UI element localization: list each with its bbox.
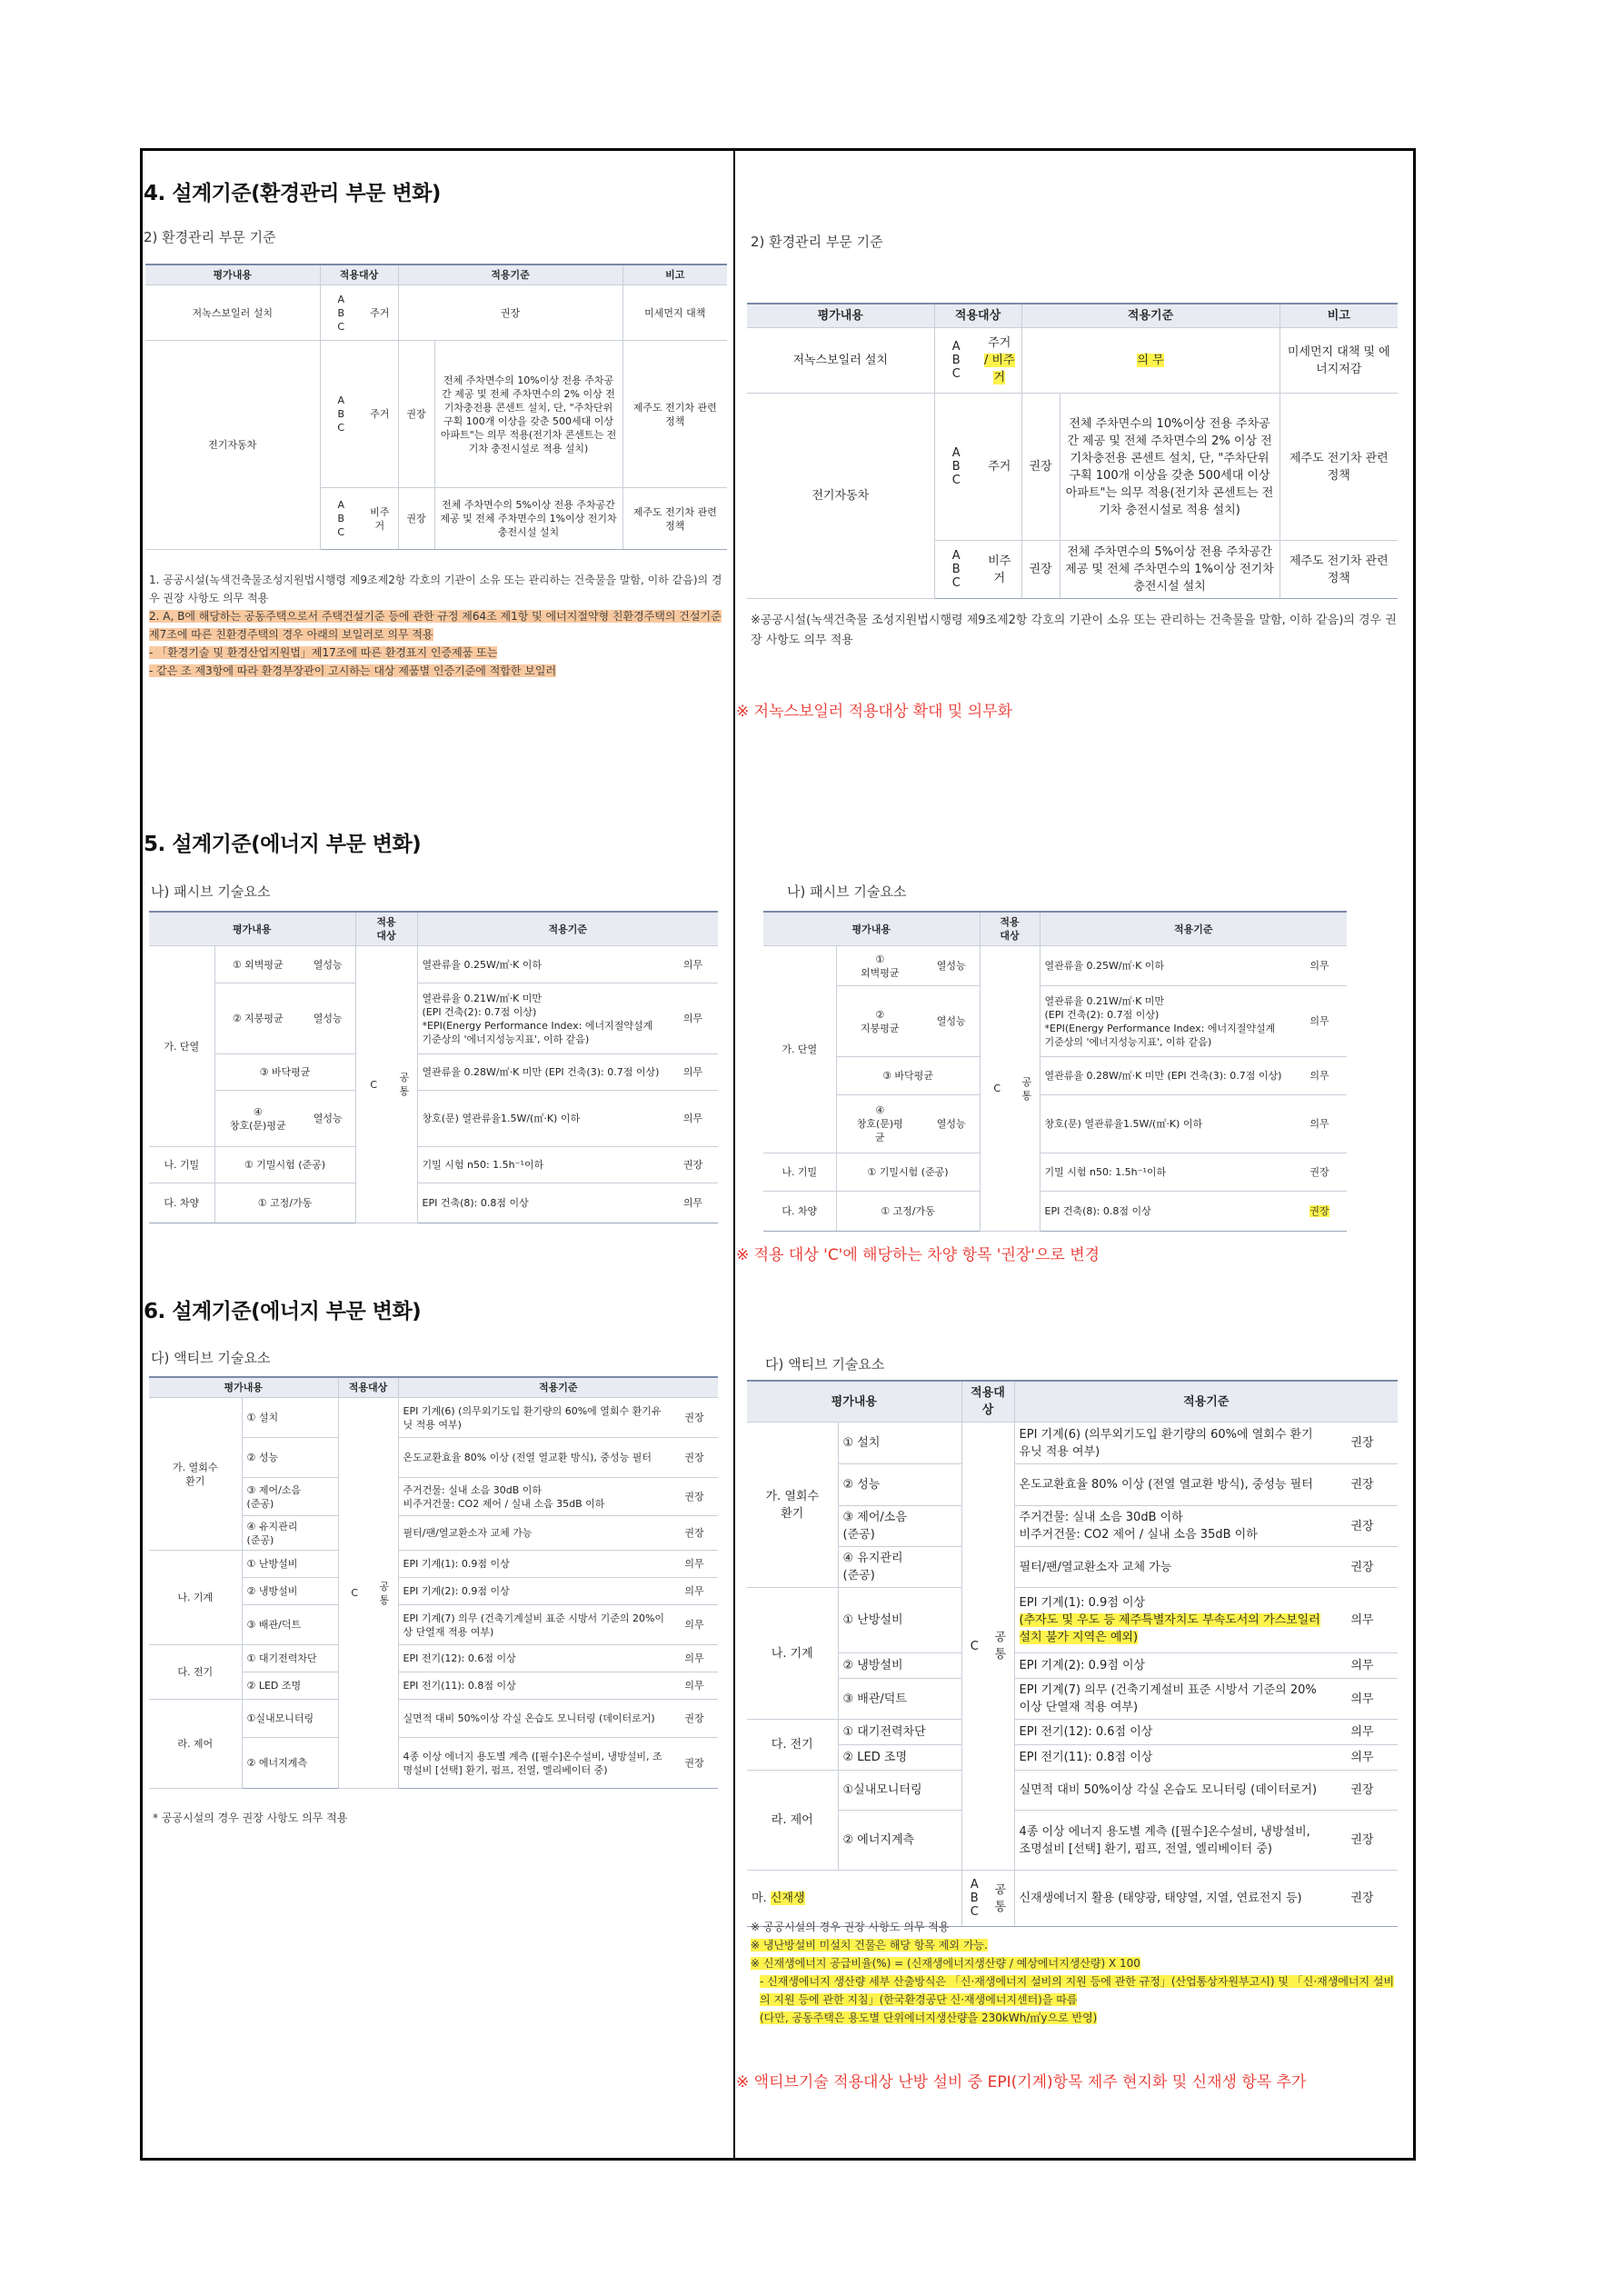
table-row — [763, 1057, 1347, 1095]
section-5-subtitle-right: 나) 패시브 기술요소 — [787, 883, 907, 900]
shade-level-highlight: 권장 — [1309, 1205, 1329, 1217]
group-label: 가. 열회수 환기 — [149, 1398, 242, 1551]
header-criteria: 적용기준 — [1021, 304, 1279, 328]
criteria-cell: 실면적 대비 50%이상 각실 온습도 모니터링 (데이터로거) — [1014, 1771, 1327, 1811]
group-label: 다. 차양 — [149, 1183, 214, 1223]
table-row — [145, 341, 727, 488]
target-common: 공 통 — [987, 1871, 1014, 1927]
renew-prefix: 마. — [752, 1892, 771, 1905]
level-cell: 권장 — [671, 1478, 718, 1516]
table-row — [747, 1588, 1398, 1653]
criteria-cell: EPI 건축(8): 0.8점 이상 — [417, 1183, 668, 1223]
level-cell: 권장 — [671, 1738, 718, 1789]
header-eval: 평가내용 — [763, 912, 980, 946]
level-cell: 권장 — [671, 1516, 718, 1551]
level-cell: 의무 — [1327, 1588, 1398, 1653]
group-label: 라. 제어 — [747, 1771, 838, 1871]
criteria-cell: 권장 — [398, 285, 622, 341]
item-label: ④ 유지관리 (준공) — [242, 1516, 338, 1551]
section-4-subtitle-right: 2) 환경관리 부문 기준 — [751, 234, 883, 250]
level-cell: 의무 — [1292, 1095, 1347, 1153]
abc-cell: A B C — [320, 341, 362, 488]
header-target: 적용 대상 — [980, 912, 1040, 946]
level-cell: 의무 — [1327, 1720, 1398, 1745]
section-5-subtitle-left: 나) 패시브 기술요소 — [151, 883, 271, 900]
header-target: 적용대상 — [320, 265, 398, 285]
level-cell: 의무 — [671, 1672, 718, 1700]
table-header-row — [747, 1381, 1398, 1423]
group-label: 라. 제어 — [149, 1700, 242, 1789]
criteria-cell: 창호(문) 열관류율1.5W/(㎡·K) 이하 — [1040, 1095, 1292, 1153]
note-line: 1. 공공시설(녹색건축물조성지원법시행령 제9조제2항 각호의 기관이 소유 또는 관리하는 건축물을 말함, 이하 같음)의 경우 권장 사항도 의무 적용 — [149, 574, 722, 604]
item-kind: 열성능 — [301, 1091, 355, 1147]
level-cell: 의무 — [671, 1645, 718, 1672]
table-row — [149, 983, 718, 1054]
level-cell: 권장 — [1292, 1153, 1347, 1192]
level-cell: 의무 — [1292, 986, 1347, 1057]
item-label: ① 대기전력차단 — [838, 1720, 961, 1745]
target-c: C — [338, 1398, 371, 1789]
table-row — [149, 1054, 718, 1091]
level-cell: 권장 — [1327, 1464, 1398, 1506]
header-eval: 평가내용 — [747, 1381, 961, 1423]
item-label: ② 에너지계측 — [838, 1811, 961, 1871]
section-5-change-note: ※ 적용 대상 'C'에 해당하는 차양 항목 '권장'으로 변경 — [736, 1246, 1100, 1264]
row-label: 전기자동차 — [145, 341, 320, 550]
target-common: 공 통 — [987, 1423, 1014, 1871]
item-label: ①실내모니터링 — [242, 1700, 338, 1738]
criteria-cell: 전체 주차면수의 10%이상 전용 주차공간 제공 및 전체 주차면수의 2% 이상 전기차충전용 콘센트 설치, 단, "주차단위구획 100개 이상을 갖춘 500세대 이상 아파트"는 의무 적용(전기차 콘센트는 전기차 충전시설로 적용 설치) — [434, 341, 622, 488]
table-header-row — [149, 912, 718, 946]
section-6-subtitle-left: 다) 액티브 기술요소 — [151, 1350, 271, 1366]
criteria-cell: EPI 기계(2): 0.9점 이상 — [398, 1578, 671, 1605]
header-target: 적용대상 — [338, 1377, 398, 1398]
criteria-cell: 4종 이상 에너지 용도별 계측 ([필수]온수설비, 냉방설비, 조명설비 [선택] 환기, 펌프, 전열, 엘리베이터 중) — [398, 1738, 671, 1789]
criteria-cell: EPI 전기(11): 0.8점 이상 — [1014, 1745, 1327, 1771]
item-label: ③ 제어/소음 (준공) — [838, 1506, 961, 1547]
criteria-cell: EPI 건축(8): 0.8점 이상 — [1040, 1192, 1292, 1232]
item-label: ④ 창호(문)평 균 — [836, 1095, 923, 1153]
target-common: 공 통 — [371, 1398, 398, 1789]
group-label: 다. 전기 — [747, 1720, 838, 1771]
item-label: ③ 제어/소음 (준공) — [242, 1478, 338, 1516]
table-row — [747, 1506, 1398, 1547]
active-notes-new — [751, 1918, 1398, 2027]
criteria-cell: EPI 기계(2): 0.9점 이상 — [1014, 1653, 1327, 1679]
item-label: ① 외벽평균 — [214, 946, 301, 983]
target-cell: 비주거 — [978, 541, 1021, 599]
table-row — [747, 1720, 1398, 1745]
abc-cell: A B C — [961, 1871, 987, 1927]
group-label: 나. 기계 — [747, 1588, 838, 1720]
table-row — [747, 1547, 1398, 1588]
level-cell: 권장 — [1327, 1423, 1398, 1464]
target-cell: 주거 — [362, 341, 398, 488]
abc-cell: A B C — [320, 285, 362, 341]
table-row — [747, 328, 1398, 394]
item-label: ③ 바닥평균 — [836, 1057, 980, 1095]
level-cell: 의무 — [671, 1605, 718, 1645]
level-cell: 의무 — [668, 1054, 718, 1091]
level-cell: 의무 — [1327, 1653, 1398, 1679]
level-cell: 의무 — [1292, 1057, 1347, 1095]
criteria-cell: 필터/팬/열교환소자 교체 가능 — [1014, 1547, 1327, 1588]
criteria-cell: 기밀 시험 n50: 1.5h⁻¹이하 — [417, 1147, 668, 1183]
table-row — [747, 1811, 1398, 1871]
level-cell: 의무 — [668, 1091, 718, 1147]
note-cell: 제주도 전기차 관련 정책 — [622, 488, 727, 550]
header-target: 적용대상 — [961, 1381, 1014, 1423]
level-cell: 권장 — [1327, 1811, 1398, 1871]
level-cell: 권장 — [398, 488, 434, 550]
header-criteria: 적용기준 — [417, 912, 718, 946]
header-criteria: 적용기준 — [1014, 1381, 1398, 1423]
criteria-cell: 전체 주차면수의 5%이상 전용 주차공간 제공 및 전체 주차면수의 1%이상 전기차 충전시설 설치 — [434, 488, 622, 550]
level-cell: 권장 — [1021, 541, 1060, 599]
header-target: 적용대상 — [934, 304, 1021, 328]
item-label: ① 설치 — [838, 1423, 961, 1464]
item-label: ② 지붕평균 — [214, 983, 301, 1054]
level-cell: 권장 — [671, 1700, 718, 1738]
level-cell: 권장 — [1327, 1547, 1398, 1588]
active-table-new — [747, 1380, 1398, 1927]
criteria-cell: 전체 주차면수의 10%이상 전용 주차공간 제공 및 전체 주차면수의 2% 이상 전기차충전용 콘센트 설치, 단, "주차단위구획 100개 이상을 갖춘 500세대 이상 아파트"는 의무 적용(전기차 콘센트는 전기차 충전시설로 적용 설치) — [1060, 394, 1279, 541]
row-label: 저녹스보일러 설치 — [145, 285, 320, 341]
note-cell: 제주도 전기차 관련 정책 — [1279, 394, 1398, 541]
env-note-new: ※공공시설(녹색건축물 조성지원법시행령 제9조제2항 각호의 기관이 소유 또는 관리하는 건축물을 말함, 이하 같음)의 경우 권장 사항도 의무 적용 — [751, 614, 1397, 647]
item-label: ② 성능 — [242, 1438, 338, 1478]
header-eval: 평가내용 — [747, 304, 934, 328]
table-row — [149, 1700, 718, 1738]
level-cell: 의무 — [668, 1183, 718, 1223]
table-row — [149, 1147, 718, 1183]
item-label: ④ 유지관리 (준공) — [838, 1547, 961, 1588]
item-label: ② 냉방설비 — [838, 1653, 961, 1679]
item-label: ① 외벽평균 — [836, 946, 923, 986]
note-line-highlight: - 신재생에너지 생산량 세부 산출방식은 「신·재생에너지 설비의 지원 등에 관한 규정」(산업통상자원부고시) 및 「신·재생에너지 설비의 지원 등에 관한 지침」(한국환경공단 신·재생에너지센터)을 따름 — [760, 1975, 1395, 2006]
note-line-highlight: (다만, 공동주택은 용도별 단위에너지생산량을 230kWh/㎡y으로 반영) — [760, 2011, 1098, 2024]
criteria-cell: 열관류율 0.25W/㎡·K 이하 — [417, 946, 668, 983]
note-line-highlight: 2. A, B에 해당하는 공동주택으로서 주택건설기준 등에 관한 규정 제64조 제1항 및 에너지절약형 친환경주택의 건설기준 제7조에 따른 친환경주택의 경우 아래의 보일러로 의무 적용 — [149, 610, 722, 641]
item-label: ③ 바닥평균 — [214, 1054, 355, 1091]
level-cell: 의무 — [668, 946, 718, 983]
level-cell: 의무 — [671, 1551, 718, 1578]
criteria-cell: 열관류율 0.28W/㎡·K 미만 (EPI 건축(3): 0.7점 이상) — [1040, 1057, 1292, 1095]
level-cell: 의무 — [1327, 1745, 1398, 1771]
item-label: ①실내모니터링 — [838, 1771, 961, 1811]
table-row — [149, 1551, 718, 1578]
criteria-cell: 열관류율 0.28W/㎡·K 미만 (EPI 건축(3): 0.7점 이상) — [417, 1054, 668, 1091]
header-eval: 평가내용 — [149, 1377, 338, 1398]
target-cell — [978, 328, 1021, 394]
passive-table-old — [149, 911, 718, 1223]
note-cell: 미세먼지 대책 — [622, 285, 727, 341]
abc-cell: A B C — [934, 394, 978, 541]
criteria-cell: EPI 기계(7) 의무 (건축기계설비 표준 시방서 기준의 20%이상 단열재 적용 여부) — [1014, 1679, 1327, 1720]
section-4-change-note: ※ 저녹스보일러 적용대상 확대 및 의무화 — [736, 703, 1013, 721]
header-note: 비고 — [1279, 304, 1398, 328]
criteria-cell: 온도교환효율 80% 이상 (전열 열교환 방식), 중성능 필터 — [1014, 1464, 1327, 1506]
table-row — [747, 1423, 1398, 1464]
item-label: ① 기밀시험 (준공) — [214, 1147, 355, 1183]
item-label: ② 에너지계측 — [242, 1738, 338, 1789]
active-table-old — [149, 1376, 718, 1789]
note-line-highlight: - 같은 조 제3항에 따라 환경부장관이 고시하는 대상 제품별 인증기준에 적합한 보일러 — [149, 664, 557, 677]
item-label: ① 난방설비 — [838, 1588, 961, 1653]
criteria-cell: 열관류율 0.25W/㎡·K 이하 — [1040, 946, 1292, 986]
table-row — [747, 1745, 1398, 1771]
abc-cell: A B C — [934, 328, 978, 394]
header-eval: 평가내용 — [145, 265, 320, 285]
note-cell: 제주도 전기차 관련 정책 — [622, 341, 727, 488]
env-table-new — [747, 303, 1398, 599]
table-row — [763, 986, 1347, 1057]
group-label: 나. 기계 — [149, 1551, 242, 1645]
table-row — [747, 1464, 1398, 1506]
header-note: 비고 — [622, 265, 727, 285]
item-label: ① 설치 — [242, 1398, 338, 1438]
abc-cell: A B C — [934, 541, 978, 599]
row-label: 저녹스보일러 설치 — [747, 328, 934, 394]
active-note-old: * 공공시설의 경우 권장 사항도 의무 적용 — [153, 1812, 348, 1824]
header-criteria: 적용기준 — [398, 265, 622, 285]
criteria-cell: 필터/팬/열교환소자 교체 가능 — [398, 1516, 671, 1551]
level-cell: 권장 — [1327, 1871, 1398, 1927]
criteria-mandatory-highlight: 의 무 — [1137, 354, 1164, 367]
section-4-title: 4. 설계기준(환경관리 부문 변화) — [144, 182, 441, 205]
section-6-subtitle-right: 다) 액티브 기술요소 — [765, 1356, 885, 1373]
criteria-cell: 열관류율 0.21W/㎡·K 미만 (EPI 건축(2): 0.7점 이상) *EPI(Energy Performance Index: 에너지절약설계 기준상의 '에너지성능지표', 이하 같음) — [417, 983, 668, 1054]
item-label: ④ 창호(문)평균 — [214, 1091, 301, 1147]
criteria-cell — [1021, 328, 1279, 394]
item-label: ① 대기전력차단 — [242, 1645, 338, 1672]
note-line-highlight: ※ 냉난방설비 미설치 건물은 해당 항목 제외 가능. — [751, 1939, 988, 1952]
table-row — [149, 1398, 718, 1438]
criteria-cell: EPI 기계(1): 0.9점 이상 — [398, 1551, 671, 1578]
table-header-row — [149, 1377, 718, 1398]
criteria-cell: EPI 전기(12): 0.6점 이상 — [1014, 1720, 1327, 1745]
table-row — [149, 1645, 718, 1672]
target-c: C — [961, 1423, 987, 1871]
criteria-cell: 주거건물: 실내 소음 30dB 이하 비주거건물: CO2 제어 / 실내 소음 35dB 이하 — [398, 1478, 671, 1516]
group-label: 가. 열회수 환기 — [747, 1423, 838, 1588]
passive-table-new — [763, 911, 1347, 1232]
table-header-row — [747, 304, 1398, 328]
item-label: ② 냉방설비 — [242, 1578, 338, 1605]
level-cell: 의무 — [1292, 946, 1347, 986]
note-line: ※ 공공시설의 경우 권장 사항도 의무 적용 — [751, 1921, 950, 1933]
item-kind: 열성능 — [923, 946, 980, 986]
group-label: 가. 단열 — [149, 946, 214, 1147]
section-4-subtitle-left: 2) 환경관리 부문 기준 — [144, 229, 276, 245]
level-cell: 의무 — [668, 983, 718, 1054]
table-row — [149, 946, 718, 983]
table-row — [747, 1679, 1398, 1720]
section-6-title: 6. 설계기준(에너지 부문 변화) — [144, 1300, 422, 1323]
item-label: ② 지붕평균 — [836, 986, 923, 1057]
item-label: ① 고정/가동 — [836, 1192, 980, 1232]
item-label: ③ 배관/덕트 — [838, 1679, 961, 1720]
heating-criteria: EPI 기계(1): 0.9점 이상 — [1019, 1596, 1146, 1610]
table-row — [149, 1091, 718, 1147]
criteria-cell: 4종 이상 에너지 용도별 계측 ([필수]온수설비, 냉방설비, 조명설비 [선택] 환기, 펌프, 전열, 엘리베이터 중) — [1014, 1811, 1327, 1871]
level-cell: 권장 — [668, 1147, 718, 1183]
target-cell: 비주거 — [362, 488, 398, 550]
section-5-title: 5. 설계기준(에너지 부문 변화) — [144, 833, 422, 856]
criteria-cell: 열관류율 0.21W/㎡·K 미만 (EPI 건축(2): 0.7점 이상) *EPI(Energy Performance Index: 에너지절약설계 기준상의 '에너지성능지표', 이하 같음) — [1040, 986, 1292, 1057]
table-row — [747, 1771, 1398, 1811]
env-table-old — [145, 264, 727, 550]
target-nonres-highlight: / 비주거 — [983, 354, 1015, 384]
item-label: ② LED 조명 — [242, 1672, 338, 1700]
heating-exception-highlight: (추자도 및 우도 등 제주특별자치도 부속도서의 가스보일러 설치 불가 지역은 예외) — [1019, 1613, 1320, 1644]
item-label: ① 난방설비 — [242, 1551, 338, 1578]
criteria-cell: 온도교환효율 80% 이상 (전열 열교환 방식), 중성능 필터 — [398, 1438, 671, 1478]
group-label: 가. 단열 — [763, 946, 836, 1153]
item-label: ① 기밀시험 (준공) — [836, 1153, 980, 1192]
abc-cell: A B C — [320, 488, 362, 550]
criteria-cell: EPI 기계(7) 의무 (건축기계설비 표준 시방서 기준의 20%이상 단열재 적용 여부) — [398, 1605, 671, 1645]
target-c: C — [355, 946, 392, 1223]
item-label: ③ 배관/덕트 — [242, 1605, 338, 1645]
level-cell: 권장 — [671, 1398, 718, 1438]
item-label: ② LED 조명 — [838, 1745, 961, 1771]
criteria-cell — [1014, 1588, 1327, 1653]
group-label: 나. 기밀 — [763, 1153, 836, 1192]
level-cell — [1292, 1192, 1347, 1232]
table-row — [763, 1153, 1347, 1192]
item-kind: 열성능 — [301, 983, 355, 1054]
level-cell: 의무 — [671, 1578, 718, 1605]
note-cell: 미세먼지 대책 및 에너지저감 — [1279, 328, 1398, 394]
group-label: 다. 전기 — [149, 1645, 242, 1700]
item-kind: 열성능 — [923, 986, 980, 1057]
header-eval: 평가내용 — [149, 912, 355, 946]
target-c: C — [980, 946, 1014, 1232]
note-line-highlight: - 「환경기술 및 환경산업지원법」제17조에 따른 환경표지 인증제품 또는 — [149, 646, 498, 659]
env-notes-old — [149, 571, 726, 680]
criteria-cell: 주거건물: 실내 소음 30dB 이하 비주거건물: CO2 제어 / 실내 소음 35dB 이하 — [1014, 1506, 1327, 1547]
criteria-cell: EPI 전기(12): 0.6점 이상 — [398, 1645, 671, 1672]
level-cell: 의무 — [1327, 1679, 1398, 1720]
table-row — [747, 394, 1398, 541]
target-res: 주거 — [988, 336, 1011, 350]
criteria-cell: EPI 기계(6) (의무외기도입 환기량의 60%에 열회수 환기유닛 적용 여부) — [398, 1398, 671, 1438]
table-row — [763, 946, 1347, 986]
level-cell: 권장 — [398, 341, 434, 488]
table-row — [149, 1183, 718, 1223]
level-cell: 권장 — [1327, 1771, 1398, 1811]
item-label: ② 성능 — [838, 1464, 961, 1506]
target-cell: 주거 — [978, 394, 1021, 541]
criteria-cell: 창호(문) 열관류율1.5W/(㎡·K) 이하 — [417, 1091, 668, 1147]
level-cell: 권장 — [671, 1438, 718, 1478]
level-cell: 권장 — [1327, 1506, 1398, 1547]
section-6-change-note: ※ 액티브기술 적용대상 난방 설비 중 EPI(기계)항목 제주 현지화 및 신재생 항목 추가 — [736, 2073, 1307, 2091]
criteria-cell: 신재생에너지 활용 (태양광, 태양열, 지열, 연료전지 등) — [1014, 1871, 1327, 1927]
header-criteria: 적용기준 — [1040, 912, 1347, 946]
target-common: 공 통 — [1014, 946, 1040, 1232]
criteria-cell: EPI 전기(11): 0.8점 이상 — [398, 1672, 671, 1700]
criteria-cell: 전체 주차면수의 5%이상 전용 주차공간 제공 및 전체 주차면수의 1%이상 전기차 충전시설 설치 — [1060, 541, 1279, 599]
note-cell: 제주도 전기차 관련 정책 — [1279, 541, 1398, 599]
table-row — [747, 1653, 1398, 1679]
level-cell: 권장 — [1021, 394, 1060, 541]
header-target: 적용 대상 — [355, 912, 417, 946]
table-header-row — [145, 265, 727, 285]
table-row — [145, 285, 727, 341]
table-row — [763, 1095, 1347, 1153]
criteria-cell: EPI 기계(6) (의무외기도입 환기량의 60%에 열회수 환기유닛 적용 여부) — [1014, 1423, 1327, 1464]
item-kind: 열성능 — [923, 1095, 980, 1153]
column-divider — [733, 148, 735, 2161]
table-row — [763, 1192, 1347, 1232]
item-kind: 열성능 — [301, 946, 355, 983]
criteria-cell: 기밀 시험 n50: 1.5h⁻¹이하 — [1040, 1153, 1292, 1192]
item-label: ① 고정/가동 — [214, 1183, 355, 1223]
table-header-row — [763, 912, 1347, 946]
note-line-highlight: ※ 신재생에너지 공급비율(%) = (신재생에너지생산량 / 예상에너지생산량) X 100 — [751, 1957, 1140, 1970]
header-criteria: 적용기준 — [398, 1377, 718, 1398]
target-cell: 주거 — [362, 285, 398, 341]
target-common: 공 통 — [392, 946, 417, 1223]
renew-label-highlight: 신재생 — [770, 1892, 805, 1905]
row-label: 전기자동차 — [747, 394, 934, 599]
group-label: 다. 차양 — [763, 1192, 836, 1232]
criteria-cell: 실면적 대비 50%이상 각실 온습도 모니터링 (데이터로거) — [398, 1700, 671, 1738]
group-label: 나. 기밀 — [149, 1147, 214, 1183]
